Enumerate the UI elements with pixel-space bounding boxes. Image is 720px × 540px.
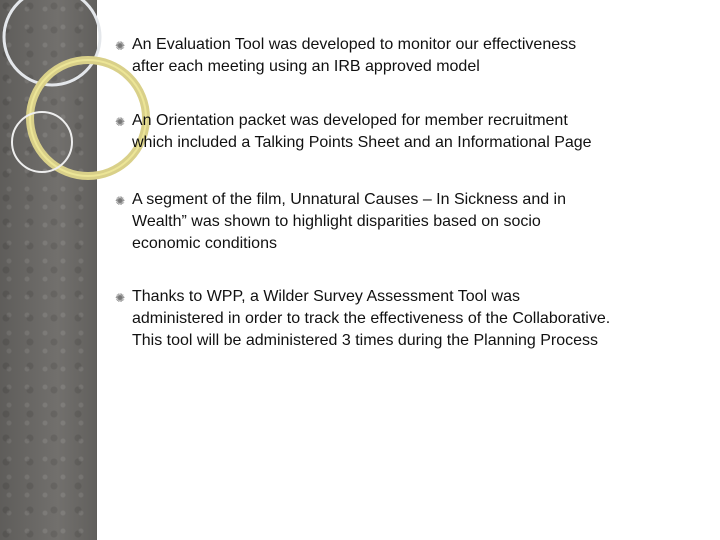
sun-bullet-icon: ✺ bbox=[114, 39, 126, 53]
bullet-text-wilder-survey: Thanks to WPP, a Wilder Survey Assessment Tool was administered in order to track the effectiveness of the Collaborative. This tool will be administered 3 times during the Planning Process bbox=[132, 288, 611, 349]
sun-bullet-icon: ✺ bbox=[114, 194, 126, 208]
bullet-item-wilder-survey bbox=[108, 286, 698, 352]
bullet-item-film-segment bbox=[108, 189, 698, 255]
bullet-item-evaluation-tool bbox=[108, 34, 698, 78]
sun-bullet-icon: ✺ bbox=[114, 115, 126, 129]
bullet-text-evaluation-tool: An Evaluation Tool was developed to monitor our effectiveness after each meeting using an IRB approved model bbox=[132, 36, 577, 75]
bullet-item-orientation-packet bbox=[108, 110, 698, 154]
small-ring-icon bbox=[12, 112, 72, 172]
bullet-text-orientation-packet: An Orientation packet was developed for member recruitment which included a Talking Points Sheet and an Informational Page bbox=[132, 112, 592, 151]
sun-bullet-icon: ✺ bbox=[114, 291, 126, 305]
bullet-text-film-segment: A segment of the film, Unnatural Causes – In Sickness and in Wealth” was shown to highlight disparities based on socio economic conditions bbox=[132, 191, 567, 252]
